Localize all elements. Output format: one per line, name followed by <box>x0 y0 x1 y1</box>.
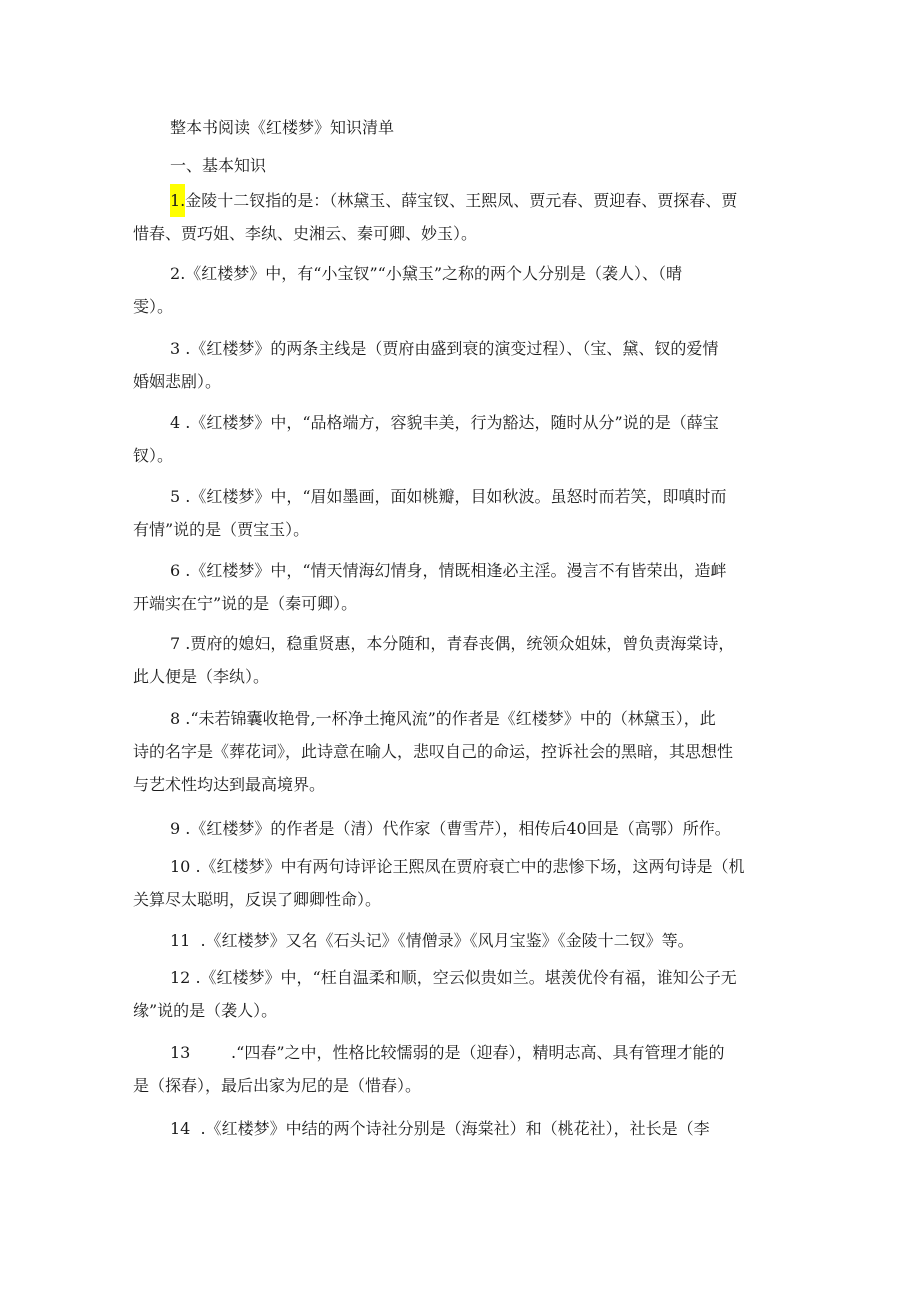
item-number: 14 <box>170 1119 191 1138</box>
item-number: 7 <box>170 634 181 653</box>
list-item: 5 .《红楼梦》中，“眉如墨画，面如桃瓣，目如秋波。虽怒时而若笑，即嗔时而 有情”说的是（贾宝玉）。 <box>133 480 787 546</box>
list-item: 10 .《红楼梦》中有两句诗评论王熙凤在贾府衰亡中的悲惨下场，这两句诗是（机 关算尽太聪明，反误了卿卿性命）。 <box>133 850 787 916</box>
list-item: 4 .《红楼梦》中，“品格端方，容貌丰美，行为豁达，随时从分”说的是（薛宝 钗）。 <box>133 406 787 472</box>
list-item: 3 .《红楼梦》的两条主线是（贾府由盛到衰的演变过程）、（宝、黛、钗的爱情 婚姻悲剧）。 <box>133 332 787 398</box>
list-item: 13 .“四春”之中，性格比较懦弱的是（迎春），精明志高、具有管理才能的 是（探春），最后出家为尼的是（惜春）。 <box>133 1036 787 1102</box>
item-number: 2 <box>170 264 181 283</box>
item-number: 1. <box>170 184 185 217</box>
list-item: 7 .贾府的媳妇，稳重贤惠，本分随和，青春丧偶，统领众姐妹，曾负责海棠诗， 此人便是（李纨）。 <box>133 627 787 693</box>
list-item: 6 .《红楼梦》中，“情天情海幻情身，情既相逢必主淫。漫言不有皆荣出，造衅 开端实在宁”说的是（秦可卿）。 <box>133 554 787 620</box>
item-number: 13 <box>170 1043 191 1062</box>
item-number: 3 <box>170 339 181 358</box>
list-item: 2.《红楼梦》中，有“小宝钗”“小黛玉”之称的两个人分别是（袭人）、（晴 雯）。 <box>133 257 787 323</box>
document-title: 整本书阅读《红楼梦》知识清单 <box>170 118 395 137</box>
item-number: 11 <box>170 931 191 950</box>
item-number: 4 <box>170 413 181 432</box>
list-item: 8 .“未若锦囊收艳骨,一杯净土掩风流”的作者是《红楼梦》中的（林黛玉），此 诗的名字是《葬花词》，此诗意在喻人，悲叹自己的命运，控诉社会的黑暗，其思想性 与艺术性均达到最高境界。 <box>133 702 787 801</box>
item-number: 6 <box>170 561 181 580</box>
item-number: 5 <box>170 487 181 506</box>
list-item: 14 .《红楼梦》中结的两个诗社分别是（海棠社）和（桃花社），社长是（李 <box>133 1112 787 1145</box>
list-item: 9 .《红楼梦》的作者是（清）代作家（曹雪芹），相传后40回是（高鄂）所作。 <box>133 812 787 845</box>
list-item: 1.金陵十二钗指的是：（林黛玉、薛宝钗、王熙凤、贾元春、贾迎春、贾探春、贾 惜春、贾巧姐、李纨、史湘云、秦可卿、妙玉）。 <box>133 184 787 250</box>
item-number: 8 <box>170 709 181 728</box>
item-number: 10 <box>170 857 191 876</box>
list-item: 12 .《红楼梦》中，“枉自温柔和顺，空云似贵如兰。堪羡优伶有福，谁知公子无 缘”说的是（袭人）。 <box>133 961 787 1027</box>
item-number: 12 <box>170 968 191 987</box>
list-item: 11 .《红楼梦》又名《石头记》《情僧录》《风月宝鉴》《金陵十二钗》等。 <box>133 924 787 957</box>
item-number: 9 <box>170 819 181 838</box>
section-heading: 一、基本知识 <box>170 156 267 175</box>
